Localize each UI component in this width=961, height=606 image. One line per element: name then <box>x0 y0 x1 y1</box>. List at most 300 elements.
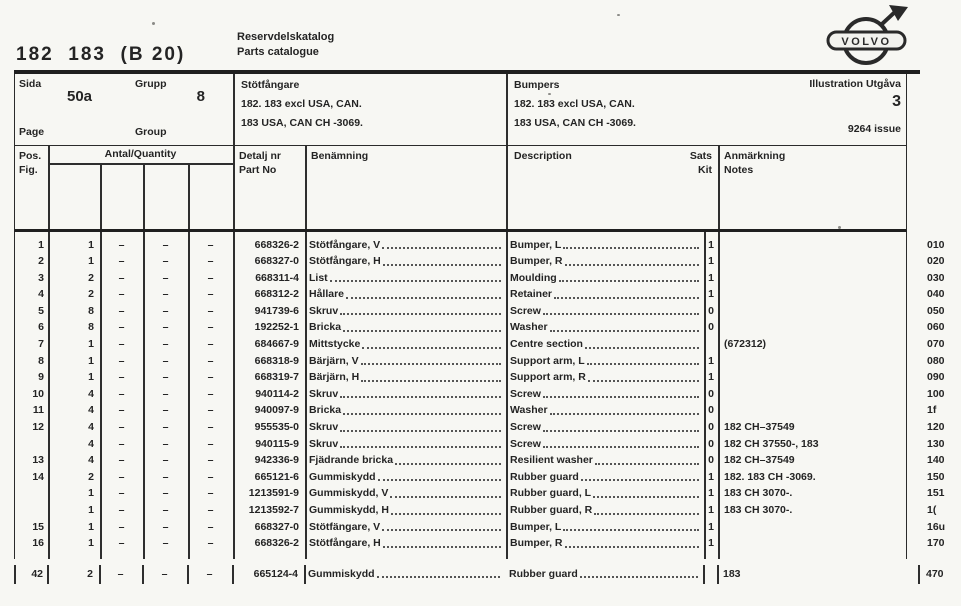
qty-cell: 2 <box>88 288 94 301</box>
kit-header: Kit <box>698 163 712 176</box>
table-row <box>15 519 946 536</box>
qty-dash-cell: – <box>162 321 169 334</box>
name-en-cell <box>510 502 702 519</box>
dot-leader <box>581 479 699 481</box>
pos-header: Pos. <box>19 149 42 162</box>
qty-dash-cell: – <box>207 520 214 533</box>
dot-leader <box>594 513 699 515</box>
table-row <box>15 319 945 336</box>
name-sv-cell <box>309 237 504 254</box>
name-sv-cell <box>309 452 504 469</box>
pos-cell: 2 <box>38 255 44 268</box>
name-sv-cell <box>309 402 504 419</box>
name-sv-text: Fjädrande bricka <box>309 454 394 467</box>
ref-cell: 1( <box>927 504 937 516</box>
qty-dash-cell: – <box>118 537 125 550</box>
name-en-cell <box>510 519 702 536</box>
qty-cell: 1 <box>88 537 94 550</box>
dot-leader <box>543 396 699 398</box>
pos-cell: 12 <box>32 421 44 434</box>
pos-cell: 3 <box>38 271 44 284</box>
qty-dash-cell: – <box>207 470 214 483</box>
name-sv-text: Gummiskydd, H <box>309 504 389 516</box>
qty-dash-cell: – <box>207 421 214 434</box>
qty-cell: 1 <box>88 504 94 516</box>
part-no-cell: 940097-9 <box>254 404 299 417</box>
name-sv-text: Skruv <box>309 437 339 450</box>
name-en-cell <box>510 535 702 552</box>
name-en-cell <box>510 270 702 287</box>
name-sv-text: Stötfångare, H <box>309 537 381 550</box>
kit-cell: 0 <box>708 437 714 450</box>
name-en-cell <box>510 336 702 353</box>
dot-leader <box>378 479 501 481</box>
qty-cell: 4 <box>88 421 94 434</box>
qty-dash-cell: – <box>207 271 214 284</box>
ref-cell: 050 <box>927 304 945 317</box>
name-sv-text: Bärjärn, H <box>309 371 360 384</box>
name-en-cell <box>510 402 702 419</box>
qty-cell: 1 <box>88 487 94 500</box>
qty-dash-cell: – <box>162 354 169 367</box>
notes-cell: (672312) <box>724 338 767 351</box>
qty-dash-cell: – <box>118 271 125 284</box>
kit-cell: 1 <box>708 288 714 301</box>
notes-cell: 182. 183 CH -3069. <box>724 470 816 483</box>
name-en-cell <box>510 419 702 436</box>
qty-cell: 8 <box>88 321 94 334</box>
name-sv-cell <box>309 303 504 320</box>
dot-leader <box>340 313 501 315</box>
name-sv-cell <box>308 563 503 585</box>
table-row <box>15 419 945 436</box>
dot-leader <box>543 446 699 448</box>
qty-dash-cell: – <box>162 487 169 500</box>
part-no-cell: 668312-2 <box>254 288 299 301</box>
name-en-text: Resilient washer <box>510 454 593 467</box>
column-divider <box>717 565 719 584</box>
part-no-cell: 668326-2 <box>254 238 299 251</box>
column-divider <box>143 165 145 229</box>
pos-cell: 16 <box>32 537 44 550</box>
kit-cell: 1 <box>708 238 714 251</box>
dot-leader <box>395 463 501 465</box>
name-sv-text: Skruv <box>309 304 339 317</box>
part-no-cell: 668318-9 <box>254 354 299 367</box>
name-sv-text: Stötfångare, H <box>309 255 381 268</box>
anmarkning-header: Anmärkning <box>724 149 786 162</box>
dot-leader <box>343 413 501 415</box>
qty-dash-cell: – <box>162 271 169 284</box>
name-en-cell <box>510 286 702 303</box>
page-label: Page <box>19 126 45 138</box>
name-sv-text: Hållare <box>309 288 345 301</box>
volvo-logo-text: VOLVO <box>841 36 892 48</box>
qty-cell: 1 <box>88 338 94 351</box>
notes-header: Notes <box>724 163 754 176</box>
name-en-cell <box>510 369 702 386</box>
ref-cell: 030 <box>927 271 945 284</box>
qty-cell: 4 <box>88 437 94 450</box>
pos-cell: 15 <box>32 520 44 533</box>
qty-dash-cell: – <box>162 421 169 434</box>
qty-dash-cell: – <box>162 371 169 384</box>
qty-dash-cell: – <box>162 454 169 467</box>
footer-strip <box>14 563 944 587</box>
name-en-text: Rubber guard <box>509 568 578 580</box>
qty-dash-cell: – <box>161 568 168 580</box>
name-sv-text: Stötfängare, V <box>309 520 381 533</box>
kit-cell: 1 <box>708 487 714 500</box>
name-en-text: Support arm, L <box>510 354 585 367</box>
name-en-cell <box>510 469 702 486</box>
pos-cell: 13 <box>32 454 44 467</box>
dot-leader <box>361 380 501 382</box>
name-en-text: Washer <box>510 321 548 334</box>
part-no-cell: 668319-7 <box>254 371 299 384</box>
name-sv-text: List <box>309 271 328 284</box>
scan-speckle <box>617 14 620 16</box>
ref-cell: 060 <box>927 321 945 334</box>
name-en-text: Support arm, R <box>510 371 586 384</box>
qty-dash-cell: – <box>207 537 214 550</box>
ref-cell: 020 <box>927 255 945 268</box>
name-en-text: Rubber guard, R <box>510 504 593 516</box>
dot-leader <box>330 280 501 282</box>
qty-dash-cell: – <box>118 288 125 301</box>
dot-leader <box>559 280 699 282</box>
name-sv-cell <box>309 386 504 403</box>
name-en-text: Retainer <box>510 288 553 301</box>
dot-leader <box>593 496 699 498</box>
ref-cell: 170 <box>927 537 945 550</box>
qty-dash-cell: – <box>118 238 125 251</box>
dot-leader <box>383 546 501 548</box>
dot-leader <box>382 247 501 249</box>
qty-dash-cell: – <box>207 288 214 301</box>
column-divider <box>918 565 920 584</box>
dot-leader <box>390 496 501 498</box>
qty-dash-cell: – <box>162 338 169 351</box>
name-en-text: Bumper, R <box>510 537 563 550</box>
qty-dash-cell: – <box>118 255 125 268</box>
name-en-text: Rubber guard, L <box>510 487 592 500</box>
part-no-cell: 668311-4 <box>255 271 299 284</box>
kit-cell: 1 <box>708 271 714 284</box>
qty-dash-cell: – <box>207 338 214 351</box>
part-no-cell: 941739-6 <box>254 304 299 317</box>
group-value: 8 <box>196 88 205 105</box>
qty-dash-cell: – <box>162 504 169 516</box>
ref-cell: 130 <box>927 437 945 450</box>
qty-dash-cell: – <box>206 568 213 580</box>
ref-cell: 100 <box>927 387 945 400</box>
dot-leader <box>377 576 500 578</box>
column-divider <box>305 146 307 229</box>
illustration-utgava-label: Illustration Utgåva <box>809 78 901 90</box>
name-en-text: Screw <box>510 304 541 317</box>
ref-cell: 150 <box>927 470 945 483</box>
table-row <box>15 253 945 270</box>
name-en-text: Washer <box>510 404 548 417</box>
kit-cell: 1 <box>708 354 714 367</box>
qty-cell: 4 <box>88 387 94 400</box>
name-sv-cell <box>309 270 504 287</box>
qty-dash-cell: – <box>207 255 214 268</box>
dot-leader <box>543 430 699 432</box>
qty-dash-cell: – <box>162 520 169 533</box>
table-row <box>15 502 937 519</box>
qty-cell: 1 <box>88 238 94 251</box>
column-divider <box>188 165 190 229</box>
qty-cell: 1 <box>88 354 94 367</box>
quantity-header: Antal/Quantity <box>104 147 177 160</box>
name-sv-cell <box>309 369 504 386</box>
qty-dash-cell: – <box>118 338 125 351</box>
name-en-cell <box>510 452 702 469</box>
qty-dash-cell: – <box>162 437 169 450</box>
kit-cell: 1 <box>708 537 714 550</box>
part-no-cell: 1213592-7 <box>248 504 299 516</box>
section-line2-sv: 183 USA, CAN CH -3069. <box>241 117 363 129</box>
pos-cell: 5 <box>38 304 44 317</box>
name-en-cell <box>509 563 701 585</box>
group-label: Group <box>135 126 167 138</box>
qty-cell: 4 <box>88 454 94 467</box>
name-en-text: Screw <box>510 421 541 434</box>
table-row <box>15 303 945 320</box>
pos-cell: 10 <box>32 387 44 400</box>
name-en-text: Bumper, L <box>510 238 562 251</box>
qty-dash-cell: – <box>207 504 214 516</box>
table-row <box>15 469 945 486</box>
ref-cell: 040 <box>927 288 945 301</box>
column-divider <box>233 74 235 145</box>
kit-cell: 0 <box>708 421 714 434</box>
table-row <box>15 369 945 386</box>
section-line2-en: 183 USA, CAN CH -3069. <box>514 117 636 129</box>
dot-leader <box>585 347 699 349</box>
table-row <box>15 270 945 287</box>
qty-dash-cell: – <box>162 537 169 550</box>
name-en-text: Screw <box>510 437 541 450</box>
name-en-cell <box>510 436 702 453</box>
ref-cell: 470 <box>926 568 944 580</box>
name-sv-cell <box>309 336 504 353</box>
name-en-cell <box>510 237 702 254</box>
detalj-nr-header: Detalj nr <box>239 149 282 162</box>
dot-leader <box>340 430 501 432</box>
pos-cell: 42 <box>31 568 43 580</box>
name-sv-cell <box>309 353 504 370</box>
dot-leader <box>383 264 501 266</box>
name-en-cell <box>510 253 702 270</box>
name-en-text: Screw <box>510 387 541 400</box>
part-no-cell: 940115-9 <box>255 437 299 450</box>
pos-cell: 7 <box>38 338 44 351</box>
column-divider <box>703 565 705 584</box>
model-code: 182 183 (B 20) <box>16 44 186 65</box>
qty-dash-cell: – <box>207 454 214 467</box>
qty-dash-cell: – <box>162 288 169 301</box>
dot-leader <box>580 576 698 578</box>
section-title-en: Bumpers <box>514 79 560 91</box>
qty-dash-cell: – <box>162 404 169 417</box>
name-sv-text: Bricka <box>309 404 342 417</box>
table-row <box>15 452 945 469</box>
name-sv-cell <box>309 519 504 536</box>
table-row <box>15 386 945 403</box>
name-en-cell <box>510 319 702 336</box>
part-no-cell: 192252-1 <box>254 321 299 334</box>
dot-leader <box>565 264 699 266</box>
name-sv-cell <box>309 286 504 303</box>
name-sv-text: Bärjärn, V <box>309 354 359 367</box>
part-no-cell: 940114-2 <box>255 387 299 400</box>
kit-cell: 0 <box>708 454 714 467</box>
dot-leader <box>595 463 699 465</box>
qty-dash-cell: – <box>118 421 125 434</box>
scan-speckle <box>152 22 155 25</box>
column-header-band <box>14 146 907 232</box>
qty-dash-cell: – <box>207 321 214 334</box>
qty-dash-cell: – <box>118 321 125 334</box>
dot-leader <box>343 330 501 332</box>
sida-label: Sida <box>19 78 42 90</box>
pos-cell: 6 <box>38 321 44 334</box>
qty-dash-cell: – <box>207 304 214 317</box>
qty-dash-cell: – <box>118 487 125 500</box>
quantity-header-rule <box>48 163 233 165</box>
dot-leader <box>543 313 699 315</box>
notes-cell: 182 CH 37550-, 183 <box>724 437 819 450</box>
kit-cell: 0 <box>708 387 714 400</box>
grupp-label: Grupp <box>135 78 167 90</box>
kit-cell: 0 <box>708 304 714 317</box>
qty-dash-cell: – <box>162 255 169 268</box>
kit-cell: 0 <box>708 404 714 417</box>
column-divider <box>233 146 235 229</box>
name-sv-cell <box>309 253 504 270</box>
notes-cell: 182 CH–37549 <box>724 421 795 434</box>
pos-cell: 9 <box>38 371 44 384</box>
catalog-title <box>237 30 334 60</box>
kit-cell: 1 <box>708 470 714 483</box>
name-en-text: Bumper, R <box>510 255 563 268</box>
name-sv-text: Stötfångare, V <box>309 238 381 251</box>
column-divider <box>304 565 306 584</box>
name-sv-cell <box>309 502 504 519</box>
qty-dash-cell: – <box>207 404 214 417</box>
dot-leader <box>587 363 699 365</box>
table-row <box>15 535 945 552</box>
ref-cell: 140 <box>927 454 945 467</box>
qty-dash-cell: – <box>207 387 214 400</box>
name-sv-cell <box>309 485 504 502</box>
kit-cell: 1 <box>708 371 714 384</box>
dot-leader <box>588 380 699 382</box>
pos-cell: 4 <box>38 288 44 301</box>
qty-dash-cell: – <box>118 354 125 367</box>
name-sv-text: Bricka <box>309 321 342 334</box>
qty-dash-cell: – <box>162 470 169 483</box>
qty-cell: 2 <box>87 568 93 580</box>
part-no-header: Part No <box>239 163 277 176</box>
qty-cell: 2 <box>88 470 94 483</box>
name-sv-cell <box>309 469 504 486</box>
name-en-cell <box>510 386 702 403</box>
ref-cell: 120 <box>927 421 945 434</box>
table-row <box>15 336 945 353</box>
table-row <box>15 436 945 453</box>
name-sv-cell <box>309 419 504 436</box>
name-sv-text: Gummiskydd <box>308 568 375 580</box>
qty-dash-cell: – <box>207 354 214 367</box>
dot-leader <box>554 297 699 299</box>
qty-dash-cell: – <box>118 304 125 317</box>
name-sv-cell <box>309 319 504 336</box>
catalog-title-sv: Reservdelskatalog <box>237 31 335 43</box>
qty-cell: 1 <box>88 371 94 384</box>
qty-dash-cell: – <box>118 387 125 400</box>
pos-cell: 11 <box>32 404 44 417</box>
qty-dash-cell: – <box>207 371 214 384</box>
pos-cell: 1 <box>38 238 44 251</box>
header-rule <box>14 70 920 74</box>
rows-host <box>15 237 946 552</box>
kit-cell: 1 <box>708 520 714 533</box>
dot-leader <box>565 546 699 548</box>
qty-dash-cell: – <box>118 404 125 417</box>
dot-leader <box>550 413 699 415</box>
dot-leader <box>340 396 501 398</box>
dot-leader <box>346 297 501 299</box>
table-row <box>15 286 945 303</box>
catalog-title-en: Parts catalogue <box>237 46 319 58</box>
dot-leader <box>340 446 501 448</box>
name-sv-text: Skruv <box>309 387 339 400</box>
info-band <box>14 74 907 146</box>
name-en-text: Moulding <box>510 271 557 284</box>
name-sv-cell <box>309 535 504 552</box>
sats-header: Sats <box>689 149 712 162</box>
section-title-sv: Stötfångare <box>241 79 300 91</box>
qty-cell: 1 <box>88 520 94 533</box>
name-sv-text: Gummiskydd <box>309 470 376 483</box>
name-sv-cell <box>309 436 504 453</box>
ref-cell: 16u <box>927 520 946 533</box>
qty-dash-cell: – <box>118 520 125 533</box>
name-sv-text: Gummiskydd, V <box>309 487 389 500</box>
dot-leader <box>391 513 501 515</box>
issue-line: 9264 issue <box>847 123 901 135</box>
pos-cell: 14 <box>32 470 44 483</box>
name-en-text: Rubber guard <box>510 470 579 483</box>
qty-dash-cell: – <box>118 504 125 516</box>
ref-cell: 090 <box>927 371 945 384</box>
pos-cell: 8 <box>38 354 44 367</box>
table-row <box>15 402 937 419</box>
qty-dash-cell: – <box>207 437 214 450</box>
fig-header: Fig. <box>19 163 38 176</box>
qty-cell: 1 <box>88 255 94 268</box>
column-divider <box>506 74 508 145</box>
name-en-cell <box>510 353 702 370</box>
qty-dash-cell: – <box>207 487 214 500</box>
qty-dash-cell: – <box>118 437 125 450</box>
qty-dash-cell: – <box>162 304 169 317</box>
dot-leader <box>563 529 699 531</box>
